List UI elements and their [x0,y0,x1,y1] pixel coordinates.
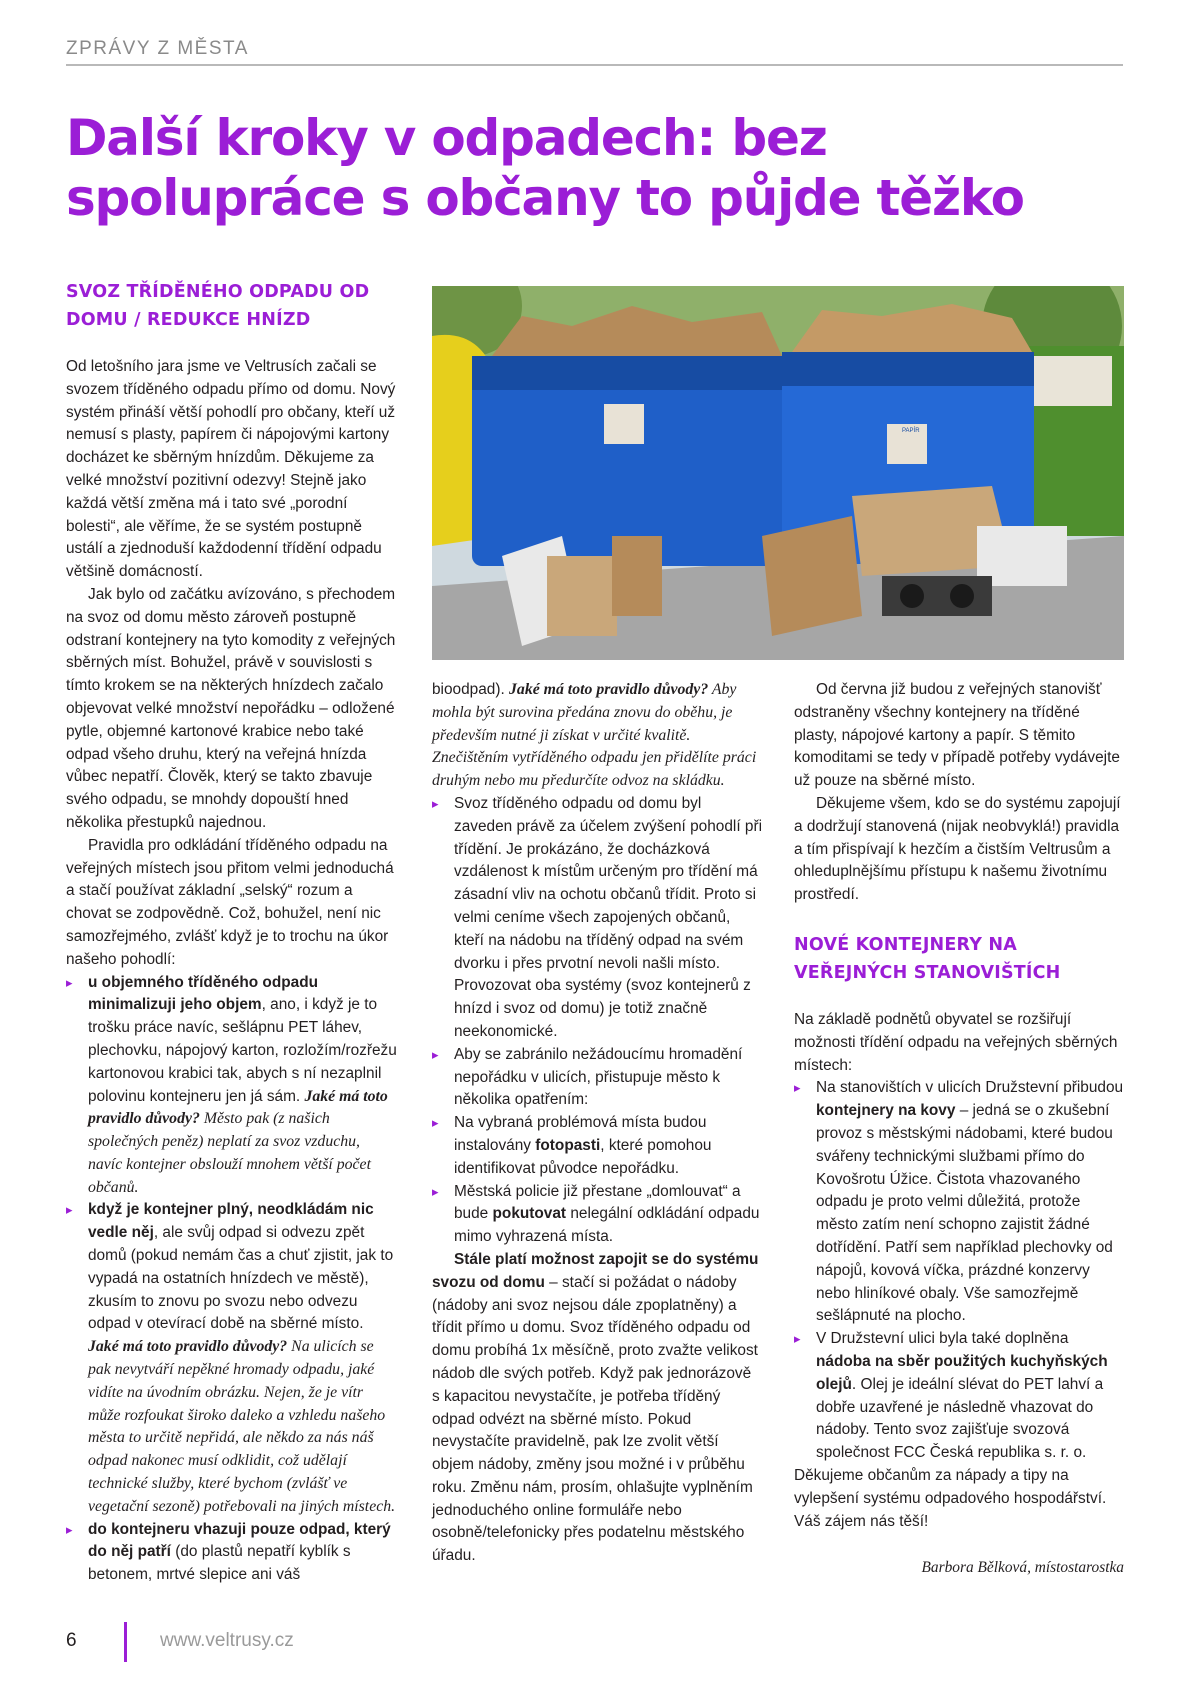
measures-list [432,793,762,1249]
header-divider [66,64,1123,66]
subhead-kontejnery: NOVÉ KONTEJNERY NA VEŘEJNÝCH STANOVIŠTÍCH [794,934,1061,983]
page-number: 6 [66,1630,77,1651]
photo-speaker [882,576,992,616]
list-item: ▸ Aby se zabránilo nežádoucímu hromadění nepořádku v ulicích, přistupuje město k několika opatřením: [432,1044,762,1112]
rules-list [66,972,398,1588]
photo-house [1032,356,1112,406]
paragraph: Od června již budou z veřejných stanovišť odstraněny všechny kontejnery na tříděné plasty, nápojové kartony a papír. S těmito komoditami se tedy v případě potřeby vydávejte už pouze na sběrné místo. [794,681,1120,790]
photo-bin-rim [472,356,790,390]
article-title: Další kroky v odpadech: bez spolupráce s občany to půjde těžko [66,109,1024,227]
column-1 [66,278,398,1587]
paragraph: Stále platí možnost zapojit se do systému svozu od domu – stačí si požádat o nádoby (nádoby ani svoz nejsou dále zpoplatněny) a třídit přímo u domu. Svoz tříděného odpadu od domu probíhá 1x měsíčně, proto zvažte velikost nádob dle svých potřeb. Když pak jednorázově s kapacitou nevystačíte, je potřeba tříděný odpad odvézt na sběrné místo. Pokud nevystačíte pravidelně, pak lze zvolit větší objem nádoby, změny jsou možné i v průběhu roku. Změnu nám, prosím, ohlašujte vyplněním jednoduchého online formuláře nebo osobně/telefonicky přes podatelnu městského úřadu. [432,1250,759,1565]
list-item: ▸ Na stanovištích v ulicích Družstevní přibudou kontejnery na kovy – jedná se o zkušební provoz s městskými nádobami, které budou svářeny technickými službami přímo do Kovošrotu Úžice. Čistota vhazovaného odpadu je proto velmi důležitá, protože město zatím není schopno zajistit žádné dotřídění. Patří sem například plechovky od nápojů, kovová víčka, prázdné konzervy nebo hliníkové obaly. Vše samozřejmě sešlápnuté na plocho. [794,1077,1124,1328]
photo-label: PAPÍR [902,428,920,434]
photo-speaker-cone [900,584,924,608]
footer-divider [124,1622,127,1662]
list-item: ▸ když je kontejner plný, neodkládám nic vedle něj, ale svůj odpad si odvezu zpět domů (pokud nemám čas a chuť zjistit, jak to vypadá na ostatních hnízdech ve městě), zkusím to znovu po svozu nebo odvezu odpad v otevírací době na sběrné místo. Jaké má toto pravidlo důvody? Na ulicích se pak nevytváří nepěkné hromady odpadu, jaké vidíte na úvodním obrázku. Nejen, že je vítr může rozfoukat široko daleko a vzhledu našeho města to určitě nepřidá, ale někdo za nás náš odpad nakonec musí odklidit, což udělají technické služby, které bychom (zvlášť ve vegetační sezoně) potřebovali na jiných místech. [66,1199,398,1518]
column-3 [794,679,1124,1580]
list-item: ▸ V Družstevní ulici byla také doplněna nádoba na sběr použitých kuchyňských olejů. Olej je ideální slévat do PET lahví a dobře uzavřené je následně vhazovat do nádoby. Tento svoz zajišťuje svozová společnost FCC Česká republika s. r. o. [794,1328,1124,1465]
list-item: ▸ do kontejneru vhazuji pouze odpad, který do něj patří (do plastů nepatří kyblík s betonem, mrtvé slepice ani váš [66,1519,398,1587]
section-label: ZPRÁVY Z MĚSTA [66,38,249,59]
subhead-svoz: SVOZ TŘÍDĚNÉHO ODPADU OD DOMU / REDUKCE HNÍZD [66,282,370,330]
paragraph: Na základě podnětů obyvatel se rozšiřují možnosti třídění odpadu na veřejných sběrných místech: [794,1010,1118,1074]
list-item: ▸ u objemného tříděného odpadu minimalizuji jeho objem, ano, i když je to trošku práce navíc, sešlápnu PET láhev, plechovku, nápojový karton, rozložím/rozřežu kartonovou krabici tak, abych s ní nezaplnil polovinu kontejneru jen já sám. Jaké má toto pravidlo důvody? Město pak (z našich společných peněz) neplatí za svoz vzduchu, navíc kontejner obslouží mnohem větší počet občanů. [66,972,398,1200]
author-signature: Barbora Bělková, místostarostka [921,1559,1124,1577]
photo-sticker [604,404,644,444]
photo-box [762,516,862,636]
photo-speaker-cone [950,584,974,608]
paragraph: Pravidla pro odkládání tříděného odpadu na veřejných místech jsou přitom velmi jednoduchá a stačí používat základní „selský“ rozum a chovat se zodpovědně. Což, bohužel, není nic samozřejmého, zvlášť když je to trochu na úkor našeho pohodlí: [66,836,394,968]
list-item: ▸ Svoz tříděného odpadu od domu byl zaveden právě za účelem zvýšení pohodlí při třídění. Je prokázáno, že docházková vzdálenost k místům určeným pro třídění má zásadní vliv na ochotu občanů třídit. Proto si velmi ceníme všech zapojených občanů, kteří na nádobu na tříděný odpad na svém dvorku i přes prvotní nevoli našli místo. Provozovat oba systémy (svoz kontejnerů z hnízd i svoz od domu) je totiž značně neekonomické. [432,793,762,1044]
paragraph: Od letošního jara jsme ve Veltrusích začali se svozem tříděného odpadu přímo od domu. Nový systém přináší větší pohodlí pro občany, kteří už nemusí s plasty, papírem či nápojovými kartony docházet ke sběrným hnízdům. Děkujeme za velké množství pozitivní odezvy! Stejně jako každá větší změna má i tato své „porodní bolesti“, ale věříme, že se systém postupně ustálí a zjednoduší každodenní třídění odpadu většině domácností. [66,358,396,581]
paragraph: Jak bylo od začátku avízováno, s přechodem na svoz od domu město zároveň postupně odstraní kontejnery na tyto komodity z veřejných sběrných míst. Bohužel, právě v souvislosti s tímto krokem se na některých hnízdech začalo objevovat velké množství nepořádku – odložené pytle, objemné kartonové krabice nebo také odpad všeho druhu, který na veřejná hnízda vůbec nepatří. Člověk, který se takto zbavuje svého odpadu, se mnohdy dopouští hned několika přestupků najednou. [66,585,396,831]
photo-box [547,556,617,636]
list-item: ▸ Na vybraná problémová místa budou instalovány fotopasti, které pomohou identifikovat původce nepořádku. [432,1112,762,1180]
list-item: ▸ Městská policie již přestane „domlouvat“ a bude pokutovat nelegální odkládání odpadu mimo vyhrazená místa. [432,1181,762,1249]
new-containers-list [794,1077,1124,1465]
paragraph: Děkujeme občanům za nápady a tipy na vylepšení systému odpadového hospodářství. Váš zájem nás těší! [794,1466,1107,1530]
paragraph: Děkujeme všem, kdo se do systému zapojují a dodržují stanovená (nijak neobvyklá!) pravidla a tím přispívají k hezčím a čistším Veltrusům a ohleduplnějšímu přístupu k našemu životnímu prostředí. [794,794,1121,904]
photo-bag [612,536,662,616]
paragraph: bioodpad). Jaké má toto pravidlo důvody? Aby mohla být surovina předána znovu do oběhu, je především nutné ji získat v určité kvalitě. Znečištěním vytříděného odpadu jen přidělíte práci druhým nebo mu předurčíte odvoz na skládku. [432,681,757,790]
photo-bin-rim [782,352,1034,386]
footer-website-link[interactable]: www.veltrusy.cz [160,1630,294,1651]
column-2 [432,679,762,1568]
article-photo [432,286,1124,660]
